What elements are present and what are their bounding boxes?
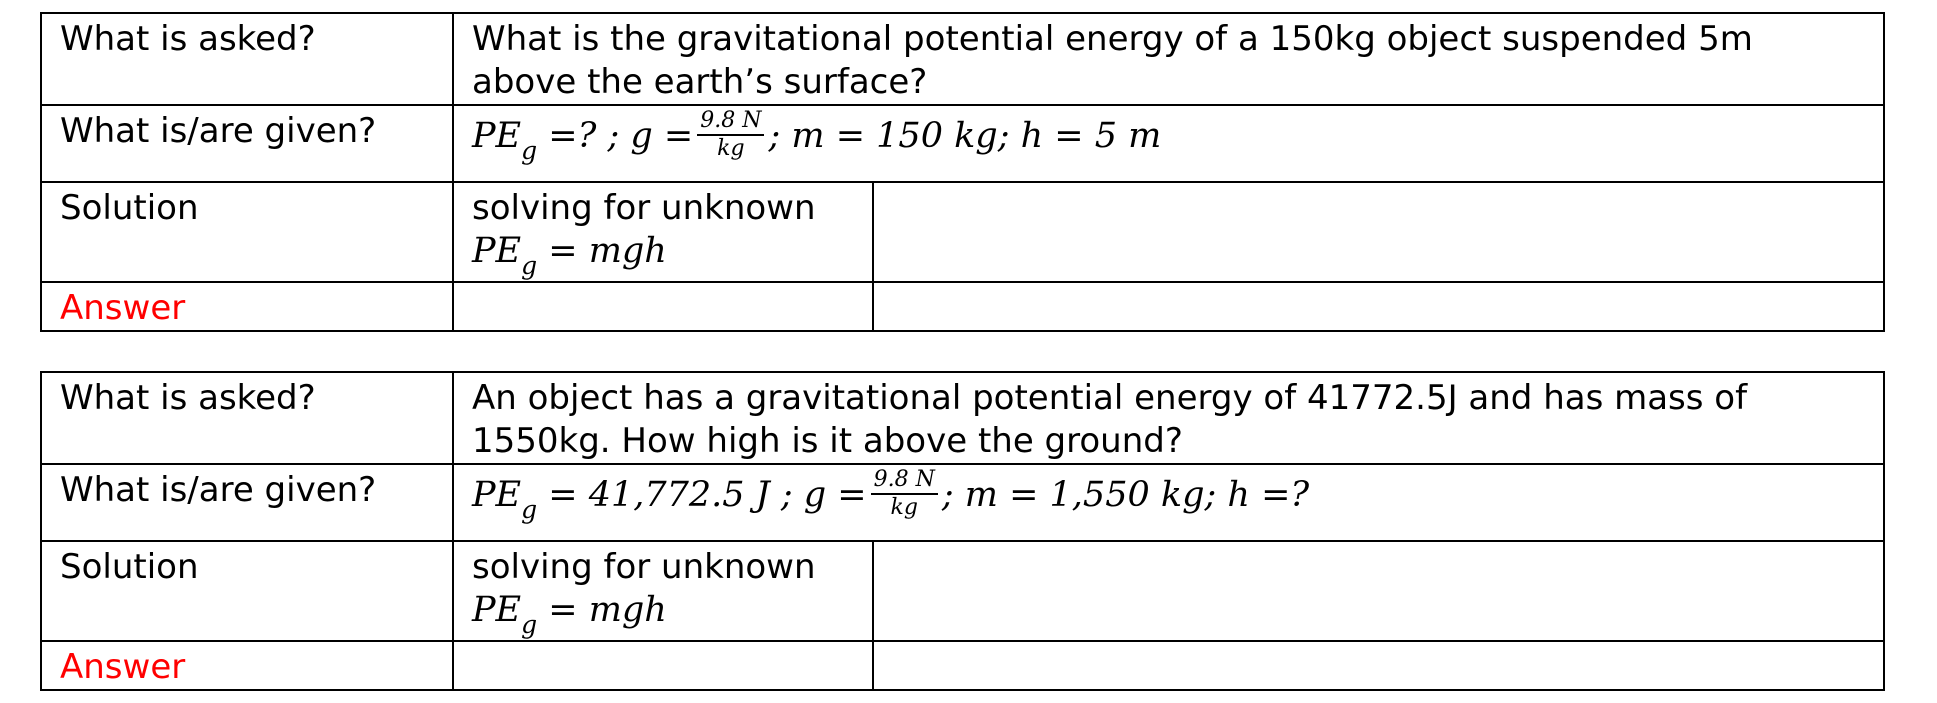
solution-text: solving for unknown <box>472 547 816 587</box>
given-values <box>453 105 1884 182</box>
g-denominator: kg <box>717 136 745 161</box>
asked-row <box>41 13 1884 105</box>
g-fraction <box>871 467 938 521</box>
mass-value: ; m = 150 kg; <box>768 115 1010 156</box>
given-row <box>41 105 1884 182</box>
given-equation <box>472 108 1162 165</box>
solution-cell <box>453 182 873 282</box>
formula <box>472 231 667 280</box>
given-label: What is/are given? <box>41 464 453 541</box>
g-numerator: 9.8 N <box>697 108 764 136</box>
given-values <box>453 464 1884 541</box>
asked-label: What is asked? <box>41 13 453 105</box>
g-symbol: g = <box>630 115 694 156</box>
solution-work-cell <box>873 182 1884 282</box>
solution-row <box>41 541 1884 641</box>
answer-cell <box>453 641 873 690</box>
pe-subscript: g <box>521 135 538 165</box>
formula-rhs: = mgh <box>537 590 667 630</box>
asked-row <box>41 372 1884 464</box>
pe-value: =? ; <box>537 115 631 156</box>
answer-row <box>41 282 1884 331</box>
asked-label: What is asked? <box>41 372 453 464</box>
g-fraction <box>697 108 764 162</box>
formula <box>472 590 667 639</box>
question-text: What is the gravitational potential energy of a 150kg object suspended 5m above the earth’s surface? <box>453 13 1884 105</box>
answer-work-cell <box>873 641 1884 690</box>
given-label: What is/are given? <box>41 105 453 182</box>
answer-row <box>41 641 1884 690</box>
solution-row <box>41 182 1884 282</box>
pe-symbol: PE <box>472 115 522 156</box>
formula-lhs: PE <box>472 231 522 271</box>
given-equation <box>472 467 1310 524</box>
pe-value: = 41,772.5 J ; <box>537 474 804 515</box>
answer-label: Answer <box>41 282 453 331</box>
height-value: h =? <box>1216 474 1310 515</box>
solution-text: solving for unknown <box>472 188 816 228</box>
mass-value: ; m = 1,550 kg; <box>941 474 1217 515</box>
solution-label: Solution <box>41 182 453 282</box>
answer-cell <box>453 282 873 331</box>
formula-subscript: g <box>521 251 538 280</box>
problem-1-table <box>40 12 1885 332</box>
g-denominator: kg <box>890 495 918 520</box>
given-row <box>41 464 1884 541</box>
g-symbol: g = <box>803 474 867 515</box>
solution-label: Solution <box>41 541 453 641</box>
pe-subscript: g <box>521 494 538 524</box>
formula-subscript: g <box>521 610 538 639</box>
answer-work-cell <box>873 282 1884 331</box>
question-text: An object has a gravitational potential energy of 41772.5J and has mass of 1550kg. How high is it above the ground? <box>453 372 1884 464</box>
answer-label: Answer <box>41 641 453 690</box>
pe-symbol: PE <box>472 474 522 515</box>
height-value: h = 5 m <box>1009 115 1162 156</box>
formula-rhs: = mgh <box>537 231 667 271</box>
g-numerator: 9.8 N <box>871 467 938 495</box>
problem-2-table <box>40 371 1885 691</box>
formula-lhs: PE <box>472 590 522 630</box>
solution-work-cell <box>873 541 1884 641</box>
solution-cell <box>453 541 873 641</box>
